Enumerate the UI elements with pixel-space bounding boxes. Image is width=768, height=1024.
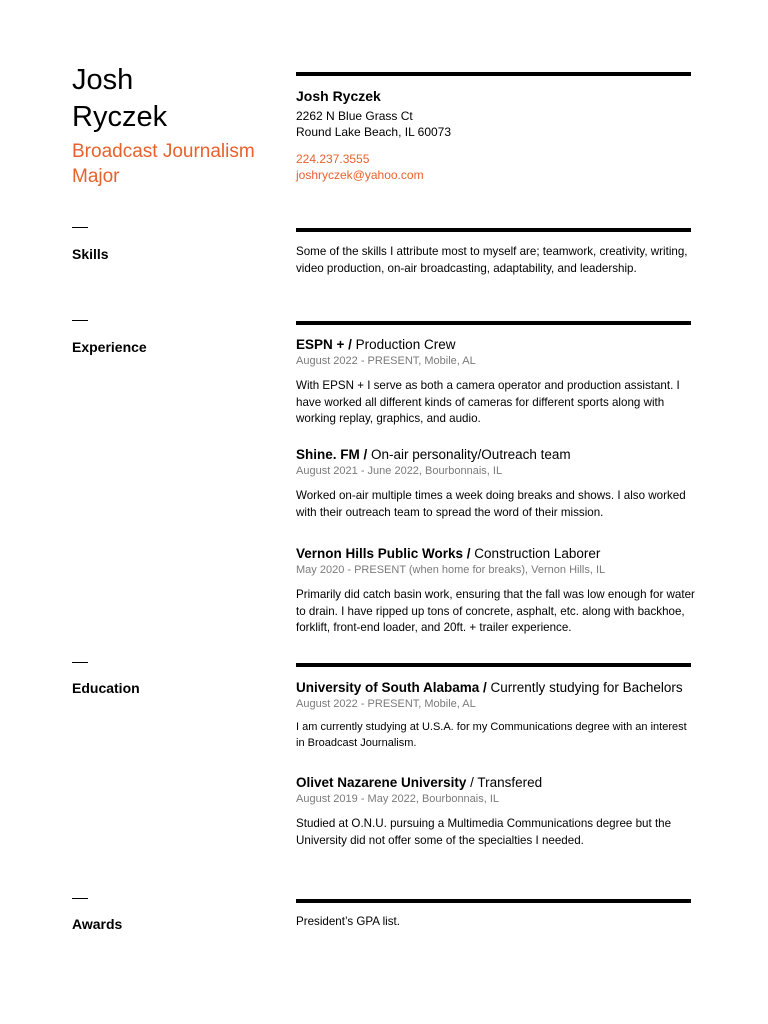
experience-item [296, 545, 696, 637]
education-title [296, 774, 696, 792]
education-meta: August 2022 - PRESENT, Mobile, AL [296, 698, 476, 710]
experience-meta: May 2020 - PRESENT (when home for breaks), Vernon Hills, IL [296, 564, 606, 576]
first-name: Josh [72, 64, 134, 96]
awards-heading: Awards [72, 916, 123, 932]
skills-text: Some of the skills I attribute most to myself are; teamwork, creativity, writing, video production, on-air broadcasting, adaptability, and leadership. [296, 245, 688, 275]
experience-meta: August 2022 - PRESENT, Mobile, AL [296, 355, 476, 367]
experience-dash [72, 320, 88, 321]
education-desc: I am currently studying at U.S.A. for my Communications degree with an interest in Broadcast Journalism. [296, 721, 687, 749]
education-rule [296, 663, 691, 667]
education-meta: August 2019 - May 2022, Bourbonnais, IL [296, 793, 500, 805]
contact-block [296, 87, 696, 183]
education-heading: Education [72, 680, 140, 696]
last-name: Ryczek [72, 101, 168, 133]
experience-org: Vernon Hills Public Works / [296, 546, 471, 561]
awards-dash [72, 898, 88, 899]
contact-address2: Round Lake Beach, IL 60073 [296, 125, 452, 139]
experience-role: Construction Laborer [470, 546, 601, 561]
education-desc: Studied at O.N.U. pursuing a Multimedia Communications degree but the University did not offer some of the specialties I needed. [296, 817, 672, 847]
experience-org: Shine. FM / [296, 447, 368, 462]
experience-heading: Experience [72, 339, 147, 355]
experience-title [296, 336, 696, 354]
education-role: / Transfered [466, 775, 543, 790]
experience-item [296, 446, 696, 521]
education-item [296, 774, 696, 849]
contact-phone[interactable]: 224.237.3555 [296, 152, 370, 166]
contact-email[interactable]: joshryczek@yahoo.com [296, 168, 424, 182]
experience-desc: With EPSN + I serve as both a camera operator and production assistant. I have worked all different kinds of cameras for different sports along with working replay, graphics, and audio. [296, 379, 680, 425]
experience-desc: Worked on-air multiple times a week doing breaks and shows. I also worked with their outreach team to spread the word of their mission. [296, 489, 686, 519]
awards-text: President’s GPA list. [296, 915, 400, 928]
experience-title [296, 545, 696, 563]
experience-meta: August 2021 - June 2022, Bourbonnais, IL [296, 465, 503, 477]
education-role: Currently studying for Bachelors [486, 680, 683, 695]
education-org: University of South Alabama / [296, 680, 487, 695]
contact-address1: 2262 N Blue Grass Ct [296, 109, 413, 123]
skills-heading: Skills [72, 246, 109, 262]
experience-org: ESPN + / [296, 337, 352, 352]
contact-rule [296, 72, 691, 76]
education-org: Olivet Nazarene University [296, 775, 467, 790]
awards-rule [296, 899, 691, 903]
education-dash [72, 662, 88, 663]
education-item [296, 679, 696, 751]
experience-item [296, 336, 696, 428]
skills-rule [296, 228, 691, 232]
major-title-line1: Broadcast Journalism [72, 141, 255, 162]
major-title-line2: Major [72, 166, 120, 187]
experience-rule [296, 321, 691, 325]
skills-dash [72, 227, 88, 228]
contact-name: Josh Ryczek [296, 88, 381, 104]
experience-desc: Primarily did catch basin work, ensuring that the fall was low enough for water to drain. I have ripped up tons of concrete, asphalt, etc. along with backhoe, forklift, front-end loader, and 20ft. + trailer experience. [296, 588, 695, 634]
experience-role: Production Crew [351, 337, 456, 352]
education-title [296, 679, 696, 697]
experience-role: On-air personality/Outreach team [367, 447, 571, 462]
experience-title [296, 446, 696, 464]
